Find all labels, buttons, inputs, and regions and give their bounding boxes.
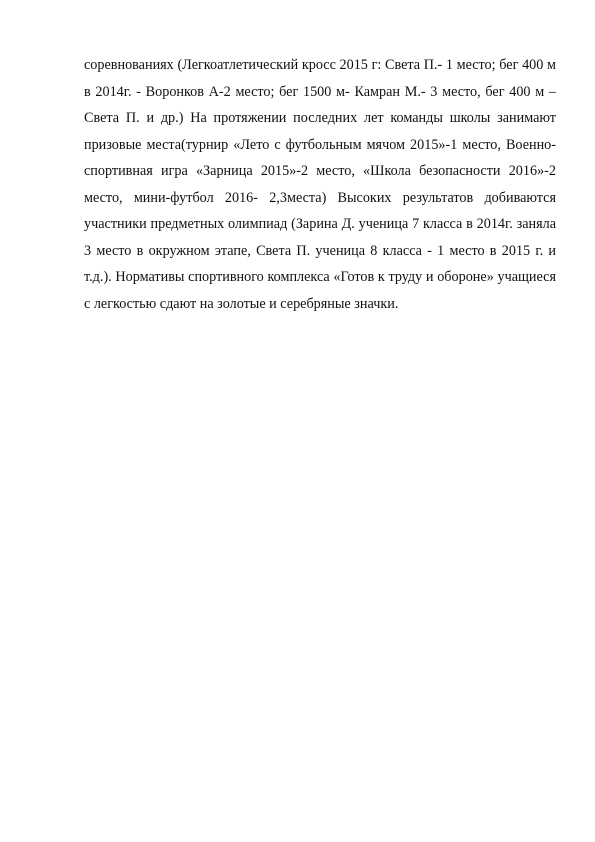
text-line: 3 место в окружном этапе, Света П. ученица 8 класса - 1 место в 2015 г. и <box>84 242 556 259</box>
text-line: с легкостью сдают на золотые и серебряные значки. <box>84 295 399 312</box>
text-line: соревнованиях (Легкоатлетический кросс 2015 г: Света П.- 1 место; бег 400 м <box>84 57 556 73</box>
text-line: спортивная игра «Зарница 2015»-2 место, «Школа безопасности 2016»-2 <box>84 163 556 179</box>
text-line: в 2014г. - Воронков А-2 место; бег 1500 м- Камран М.- 3 место, бег 400 м – <box>84 83 556 100</box>
text-line: участники предметных олимпиад (Зарина Д. ученица 7 класса в 2014г. заняла <box>84 216 556 232</box>
text-line: призовые места(турнир «Лето с футбольным мячом 2015»-1 место, Военно- <box>84 136 556 153</box>
text-line: Света П. и др.) На протяжении последних лет команды школы занимают <box>84 110 556 126</box>
text-line: место, мини-футбол 2016- 2,3места) Высоких результатов добиваются <box>84 189 556 206</box>
body-paragraph <box>84 52 556 317</box>
text-line: т.д.). Нормативы спортивного комплекса «Готов к труду и обороне» учащиеся <box>84 269 556 285</box>
